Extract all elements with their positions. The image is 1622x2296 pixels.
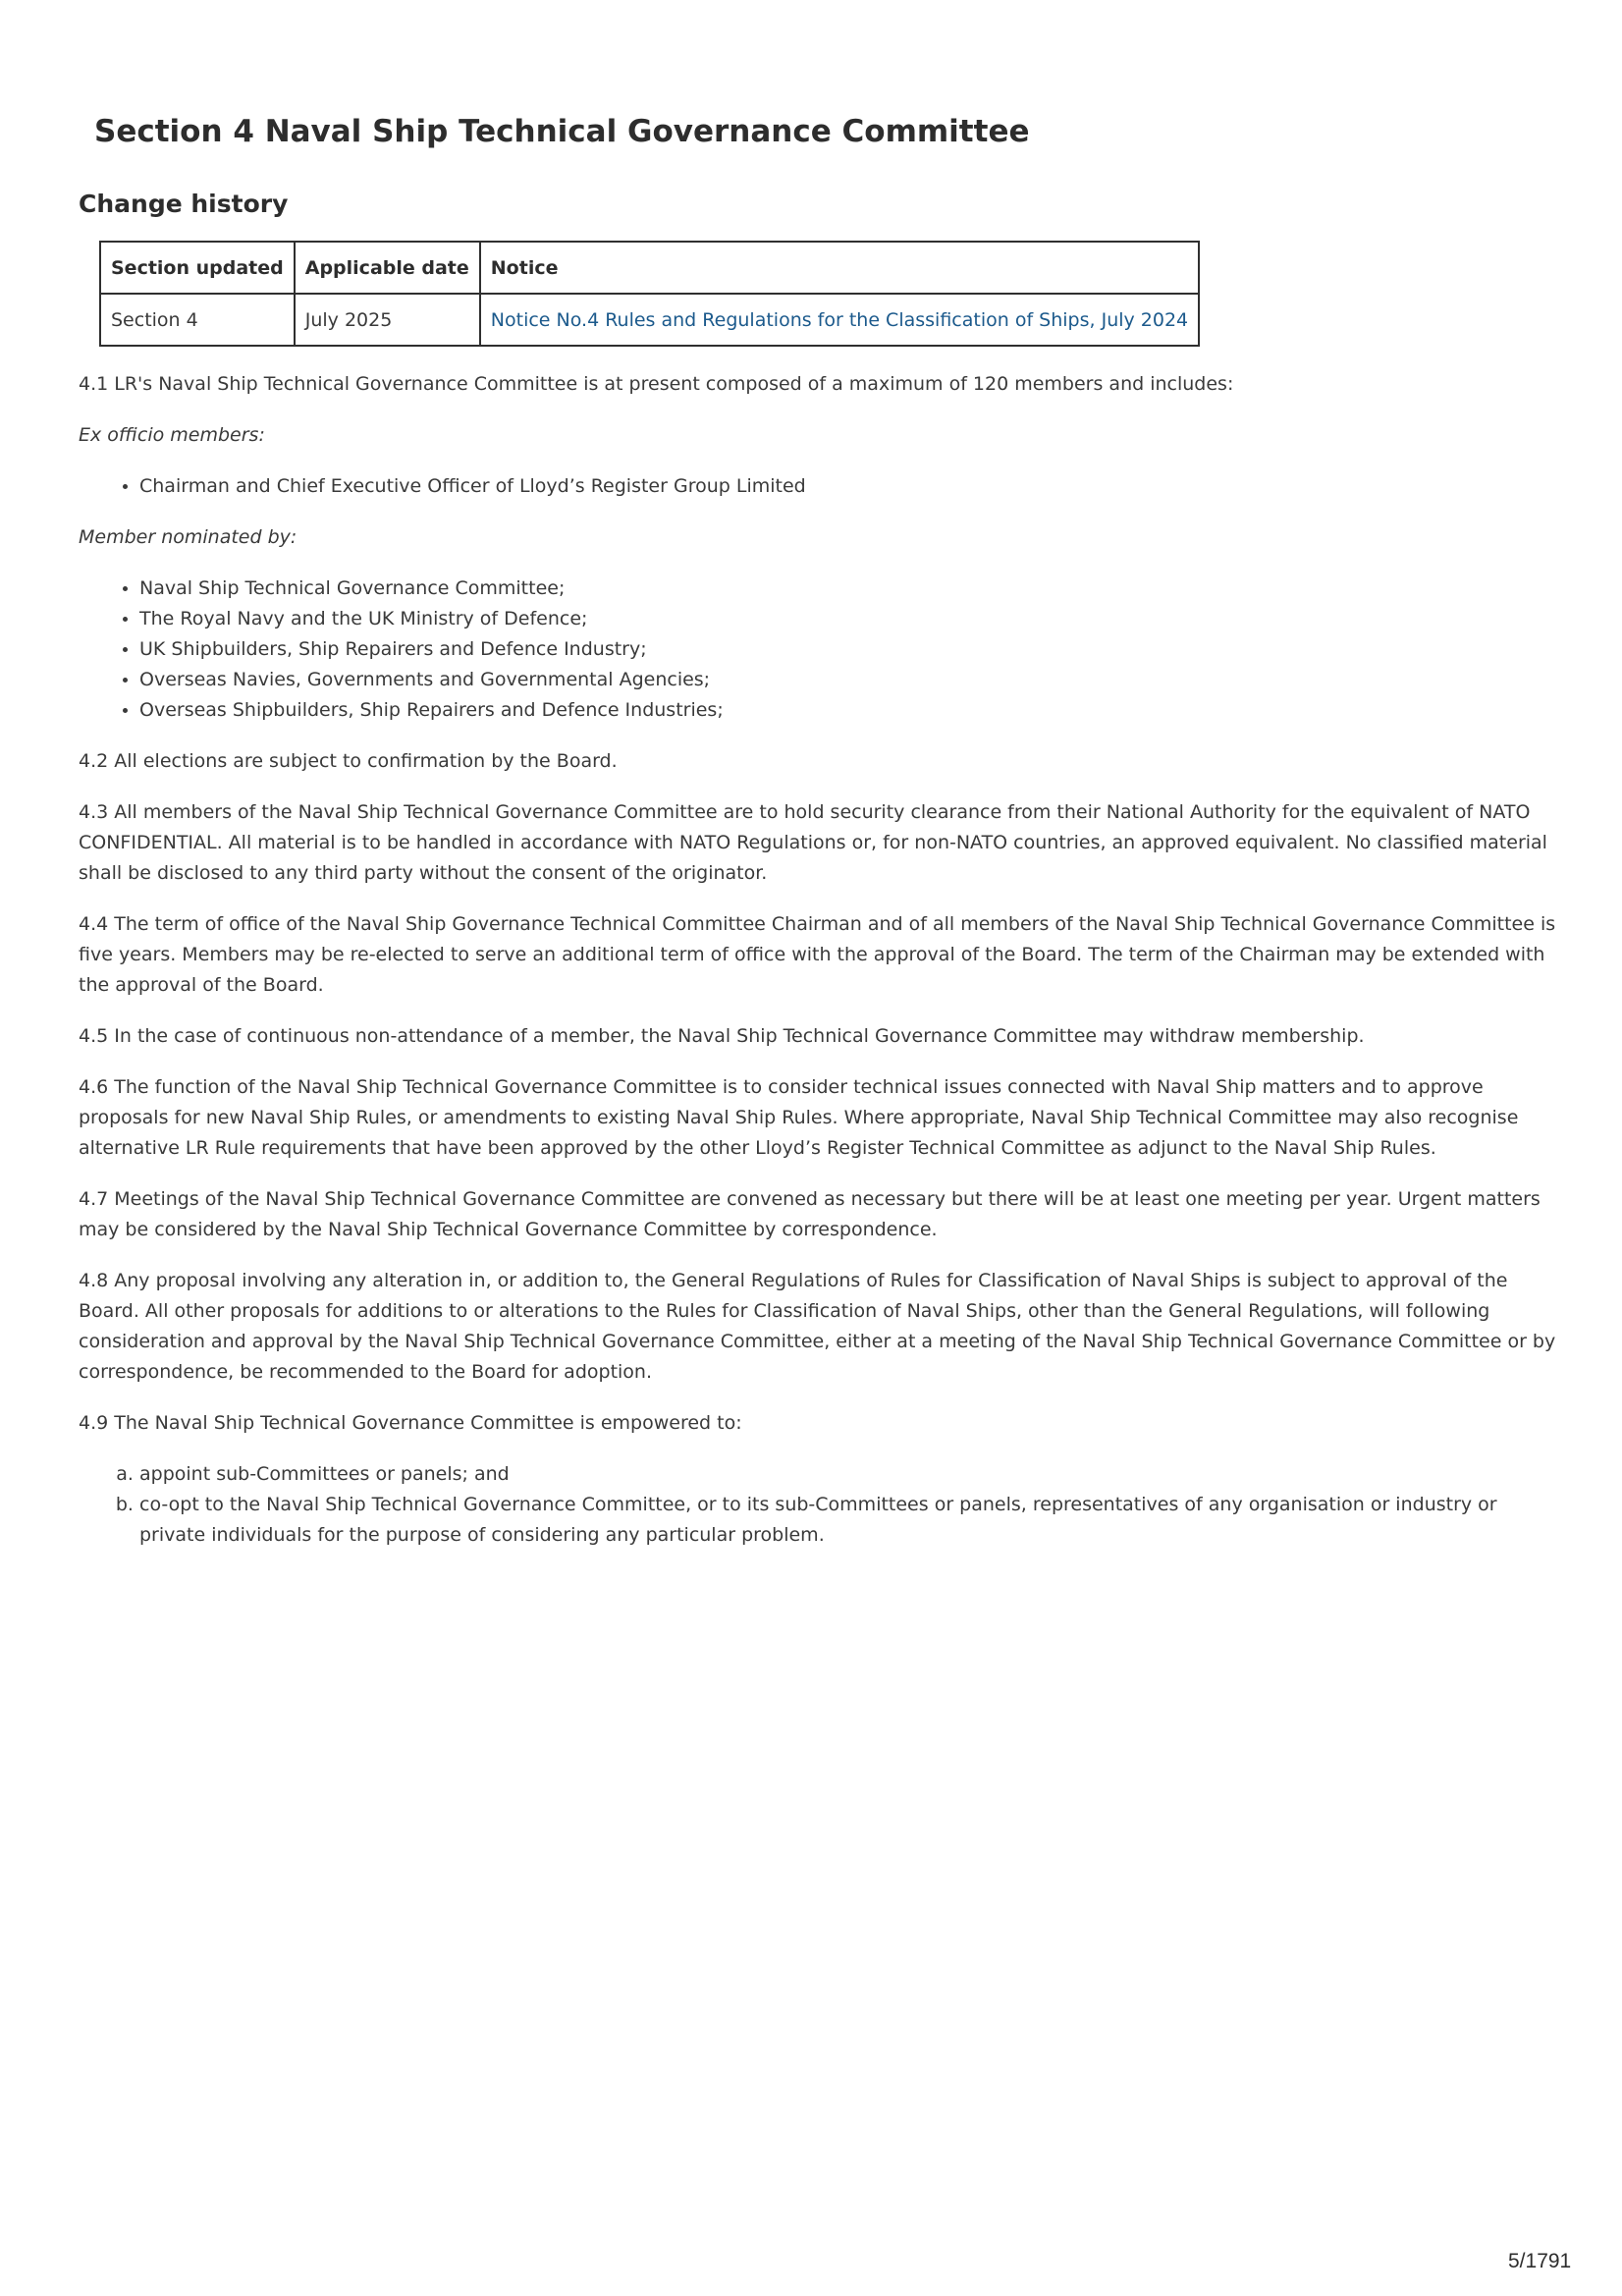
column-header-notice: Notice: [480, 242, 1199, 294]
ex-officio-list: [79, 471, 1561, 502]
paragraph-4-6: 4.6 The function of the Naval Ship Technical Governance Committee is to consider technical issues connected with Naval Ship matters and to approve proposals for new Naval Ship Rules, or amendments to existing Naval Ship Rules. Where appropriate, Naval Ship Technical Committee may also recognise alternative LR Rule requirements that have been approved by the other Lloyd’s Register Technical Committee as adjunct to the Naval Ship Rules.: [79, 1076, 1519, 1159]
paragraph-4-9: 4.9 The Naval Ship Technical Governance Committee is empowered to:: [79, 1412, 742, 1434]
cell-notice: [480, 294, 1199, 346]
page-number: 5/1791: [1508, 2250, 1572, 2272]
nominated-label: Member nominated by:: [79, 526, 297, 548]
cell-applicable-date: July 2025: [295, 294, 480, 346]
cell-section-updated: Section 4: [100, 294, 295, 346]
change-history-heading: Change history: [79, 190, 289, 218]
table-header-row: [100, 242, 1199, 294]
empowerment-list: [79, 1459, 1561, 1551]
paragraph-4-2: 4.2 All elections are subject to confirmation by the Board.: [79, 750, 618, 772]
list-item: • UK Shipbuilders, Ship Repairers and Defence Industry;: [139, 634, 1561, 665]
notice-link[interactable]: Notice No.4 Rules and Regulations for the Classification of Ships, July 2024: [490, 308, 1189, 331]
list-item: • Overseas Shipbuilders, Ship Repairers and Defence Industries;: [139, 695, 1561, 726]
section-body: [79, 369, 1561, 1571]
column-header-section-updated: Section updated: [100, 242, 295, 294]
page-title: Section 4 Naval Ship Technical Governance Committee: [94, 114, 1030, 149]
ex-officio-label: Ex officio members:: [79, 424, 265, 446]
paragraph-4-4: 4.4 The term of office of the Naval Ship Governance Technical Committee Chairman and of all members of the Naval Ship Technical Governance Committee is five years. Members may be re-elected to serve an additional term of office with the approval of the Board. The term of the Chairman may be extended with the approval of the Board.: [79, 913, 1556, 996]
list-item: • Naval Ship Technical Governance Committee;: [139, 574, 1561, 604]
list-item: • Overseas Navies, Governments and Governmental Agencies;: [139, 665, 1561, 695]
change-history-table: [99, 241, 1200, 347]
paragraph-4-8: 4.8 Any proposal involving any alteration in, or addition to, the General Regulations of Rules for Classification of Naval Ships is subject to approval of the Board. All other proposals for additions to or alterations to the Rules for Classification of Naval Ships, other than the General Regulations, will following consideration and approval by the Naval Ship Technical Governance Committee, either at a meeting of the Naval Ship Technical Governance Committee or by correspondence, be recommended to the Board for adoption.: [79, 1270, 1556, 1383]
paragraph-4-7: 4.7 Meetings of the Naval Ship Technical Governance Committee are convened as necessary but there will be at least one meeting per year. Urgent matters may be considered by the Naval Ship Technical Governance Committee by correspondence.: [79, 1188, 1541, 1240]
list-item: • The Royal Navy and the UK Ministry of Defence;: [139, 604, 1561, 634]
list-item: a. appoint sub-Committees or panels; and: [139, 1459, 1561, 1490]
list-item: • Chairman and Chief Executive Officer of Lloyd’s Register Group Limited: [139, 471, 1561, 502]
paragraph-4-1: 4.1 LR's Naval Ship Technical Governance Committee is at present composed of a maximum of 120 members and includes:: [79, 373, 1234, 395]
column-header-applicable-date: Applicable date: [295, 242, 480, 294]
nominated-list: [79, 574, 1561, 726]
paragraph-4-5: 4.5 In the case of continuous non-attendance of a member, the Naval Ship Technical Governance Committee may withdraw membership.: [79, 1025, 1365, 1047]
paragraph-4-3: 4.3 All members of the Naval Ship Technical Governance Committee are to hold security clearance from their National Authority for the equivalent of NATO CONFIDENTIAL. All material is to be handled in accordance with NATO Regulations or, for non-NATO countries, an approved equivalent. No classified material shall be disclosed to any third party without the consent of the originator.: [79, 801, 1547, 884]
list-item: b. co-opt to the Naval Ship Technical Governance Committee, or to its sub-Committees or panels, representatives of any organisation or industry or private individuals for the purpose of considering any particular problem.: [139, 1490, 1561, 1551]
table-row: [100, 294, 1199, 346]
